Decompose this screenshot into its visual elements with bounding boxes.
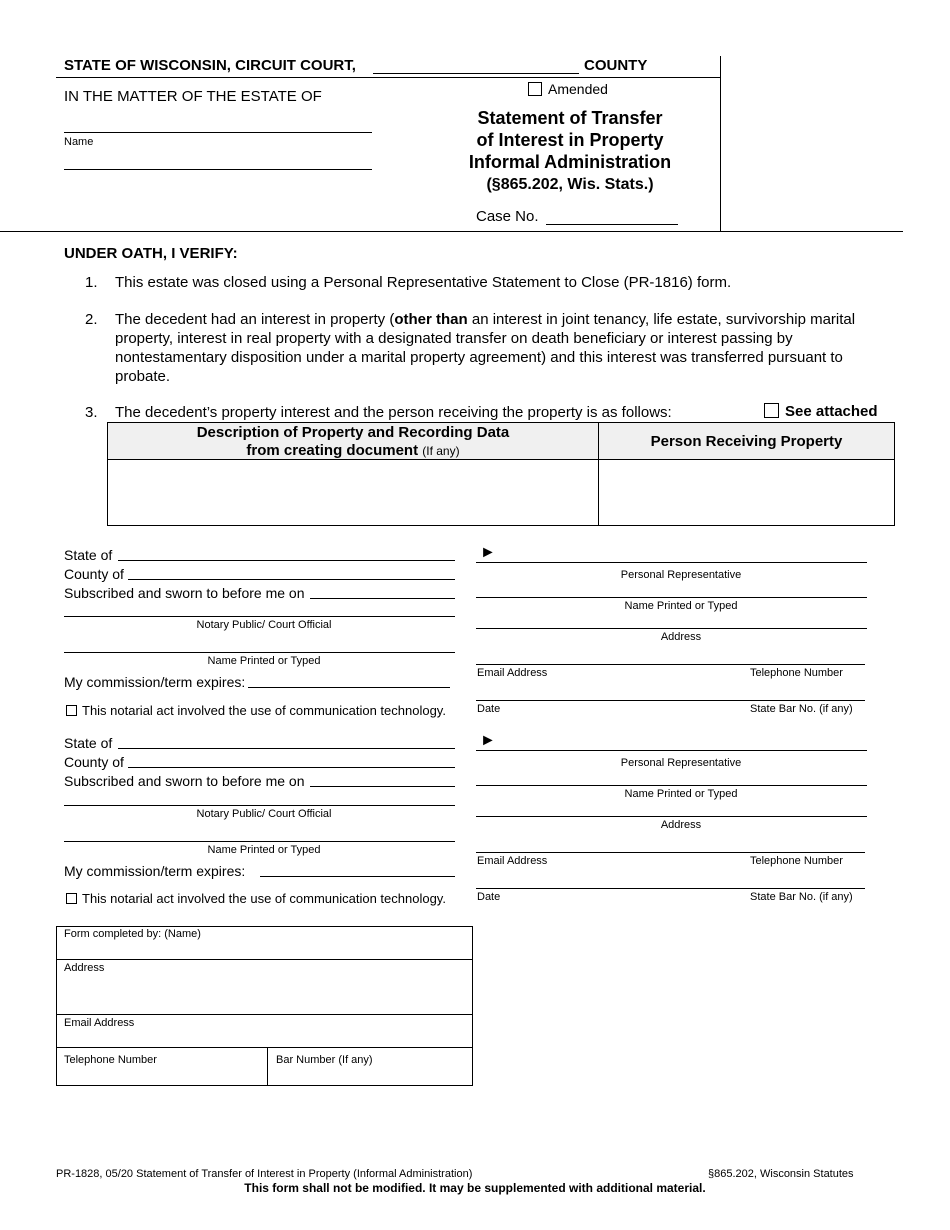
notary1-state-label: State of — [64, 547, 113, 563]
notary2-commission-field[interactable] — [260, 876, 455, 877]
completed-by-email-field[interactable]: Email Address — [64, 1017, 135, 1029]
pr1-date-bar-field[interactable] — [476, 700, 865, 701]
notary2-comm-tech-label: This notarial act involved the use of communication technology. — [82, 891, 446, 906]
pr2-date-label: Date — [477, 891, 501, 903]
notary1-official-field[interactable] — [64, 616, 455, 617]
notary1-county-field[interactable] — [128, 579, 455, 580]
header-vertical-rule — [720, 56, 721, 232]
pr1-signature-field[interactable] — [476, 562, 867, 563]
footer-statute: §865.202, Wisconsin Statutes — [708, 1168, 854, 1180]
see-attached-label: See attached — [785, 403, 878, 420]
pr2-date-bar-field[interactable] — [476, 888, 865, 889]
item-3-number: 3. — [85, 404, 98, 421]
col-description-note: (If any) — [422, 444, 460, 458]
header-bottom-rule — [0, 231, 903, 232]
notary2-date-field[interactable] — [310, 786, 455, 787]
completed-by-rule-1 — [56, 959, 473, 960]
oath-heading: UNDER OATH, I VERIFY: — [64, 245, 238, 262]
person-receiving-cell[interactable] — [599, 461, 894, 524]
completed-by-col-divider — [267, 1047, 268, 1086]
item-2-text — [115, 310, 897, 386]
col-description-line-2: from creating document — [246, 442, 419, 459]
pr1-email-label: Email Address — [477, 667, 548, 679]
item-1-text: This estate was closed using a Personal Representative Statement to Close (PR-1816) form. — [115, 274, 732, 291]
completed-by-name-field[interactable]: Form completed by: (Name) — [64, 928, 201, 940]
notary2-subscribed-label: Subscribed and sworn to before me on — [64, 773, 305, 789]
item-2-bold: other than — [394, 311, 468, 328]
notary1-commission-field[interactable] — [248, 687, 450, 688]
notary2-county-label: County of — [64, 754, 124, 770]
case-no-label: Case No. — [476, 208, 539, 225]
pr2-email-phone-field[interactable] — [476, 852, 865, 853]
completed-by-rule-2 — [56, 1014, 473, 1015]
pr2-state-bar-label: State Bar No. (if any) — [750, 891, 853, 903]
amended-option[interactable] — [528, 81, 608, 97]
completed-by-rule-3 — [56, 1047, 473, 1048]
pr1-state-bar-label: State Bar No. (if any) — [750, 703, 853, 715]
case-no-field[interactable] — [546, 224, 678, 225]
title-line-4: (§865.202, Wis. Stats.) — [486, 176, 654, 193]
pr2-signature-field[interactable] — [476, 750, 867, 751]
decedent-name-field-2[interactable] — [64, 169, 372, 170]
notary2-comm-tech-checkbox[interactable] — [66, 893, 77, 904]
pr1-date-label: Date — [477, 703, 501, 715]
pr1-name-label: Name Printed or Typed — [624, 600, 738, 612]
title-line-3: Informal Administration — [468, 152, 672, 172]
col-description-header — [108, 424, 598, 460]
see-attached-checkbox[interactable] — [764, 403, 779, 418]
pr1-email-phone-field[interactable] — [476, 664, 865, 665]
notary2-comm-tech-option[interactable] — [66, 891, 446, 906]
amended-label: Amended — [548, 81, 608, 97]
notary2-county-field[interactable] — [128, 767, 455, 768]
notary1-comm-tech-checkbox[interactable] — [66, 705, 77, 716]
notary2-name-field[interactable] — [64, 841, 455, 842]
sign-here-arrow-icon: ► — [480, 544, 496, 561]
county-field[interactable] — [373, 73, 579, 74]
notary1-name-field[interactable] — [64, 652, 455, 653]
notary2-official-label: Notary Public/ Court Official — [196, 808, 332, 820]
title-line-2: of Interest in Property — [476, 130, 664, 150]
item-2-number: 2. — [85, 311, 98, 328]
header-divider — [56, 77, 721, 78]
notary2-commission-label: My commission/term expires: — [64, 863, 246, 879]
pr2-telephone-label: Telephone Number — [750, 855, 843, 867]
notary1-county-label: County of — [64, 566, 124, 582]
name-label: Name — [64, 136, 94, 148]
notary1-comm-tech-option[interactable] — [66, 703, 446, 718]
court-label: STATE OF WISCONSIN, CIRCUIT COURT, — [64, 57, 356, 74]
completed-by-bar-number-field[interactable]: Bar Number (If any) — [276, 1054, 373, 1066]
pr1-name-field[interactable] — [476, 597, 867, 598]
pr2-signature-label: Personal Representative — [620, 757, 742, 769]
item-2-post: an interest in joint tenancy, life estate, survivorship marital property, interest in real property with a designated transfer on death beneficiary or interest passing by nontestamentary disposition under a marital property agreement) and this interest was transferred pursuant to probate. — [115, 311, 856, 385]
notary2-state-field[interactable] — [118, 748, 455, 749]
pr2-email-label: Email Address — [477, 855, 548, 867]
completed-by-address-field[interactable]: Address — [64, 962, 105, 974]
title-line-1: Statement of Transfer — [477, 108, 663, 128]
col-person-header: Person Receiving Property — [650, 433, 843, 450]
notary1-date-field[interactable] — [310, 598, 455, 599]
county-label: COUNTY — [584, 57, 648, 74]
property-description-cell[interactable] — [108, 461, 597, 524]
col-description-line-1: Description of Property and Recording Data — [196, 424, 510, 441]
notary2-official-field[interactable] — [64, 805, 455, 806]
notary2-name-label: Name Printed or Typed — [207, 844, 321, 856]
pr1-signature-label: Personal Representative — [620, 569, 742, 581]
pr2-address-label: Address — [660, 819, 702, 831]
pr1-telephone-label: Telephone Number — [750, 667, 843, 679]
footer-form-id: PR-1828, 05/20 Statement of Transfer of Interest in Property (Informal Administration) — [56, 1168, 473, 1180]
notary1-official-label: Notary Public/ Court Official — [196, 619, 332, 631]
pr2-name-label: Name Printed or Typed — [624, 788, 738, 800]
item-1-number: 1. — [85, 274, 98, 291]
pr1-address-label: Address — [660, 631, 702, 643]
amended-checkbox[interactable] — [528, 82, 542, 96]
notary2-state-label: State of — [64, 735, 113, 751]
notary1-state-field[interactable] — [118, 560, 455, 561]
notary1-commission-label: My commission/term expires: — [64, 674, 246, 690]
footer-notice: This form shall not be modified. It may be supplemented with additional material. — [244, 1181, 706, 1195]
see-attached-option[interactable] — [764, 403, 878, 420]
estate-label: IN THE MATTER OF THE ESTATE OF — [64, 88, 322, 105]
item-2-pre: The decedent had an interest in property ( — [115, 311, 395, 328]
pr2-name-field[interactable] — [476, 785, 867, 786]
sign-here-arrow-icon: ► — [480, 732, 496, 749]
notary1-subscribed-label: Subscribed and sworn to before me on — [64, 585, 305, 601]
pr1-address-field[interactable] — [476, 628, 867, 629]
pr2-address-field[interactable] — [476, 816, 867, 817]
decedent-name-field[interactable] — [64, 132, 372, 133]
completed-by-telephone-field[interactable]: Telephone Number — [64, 1054, 157, 1066]
form-title — [420, 107, 720, 196]
notary1-comm-tech-label: This notarial act involved the use of communication technology. — [82, 703, 446, 718]
item-3-text: The decedent’s property interest and the person receiving the property is as follows: — [115, 404, 672, 421]
notary1-name-label: Name Printed or Typed — [207, 655, 321, 667]
